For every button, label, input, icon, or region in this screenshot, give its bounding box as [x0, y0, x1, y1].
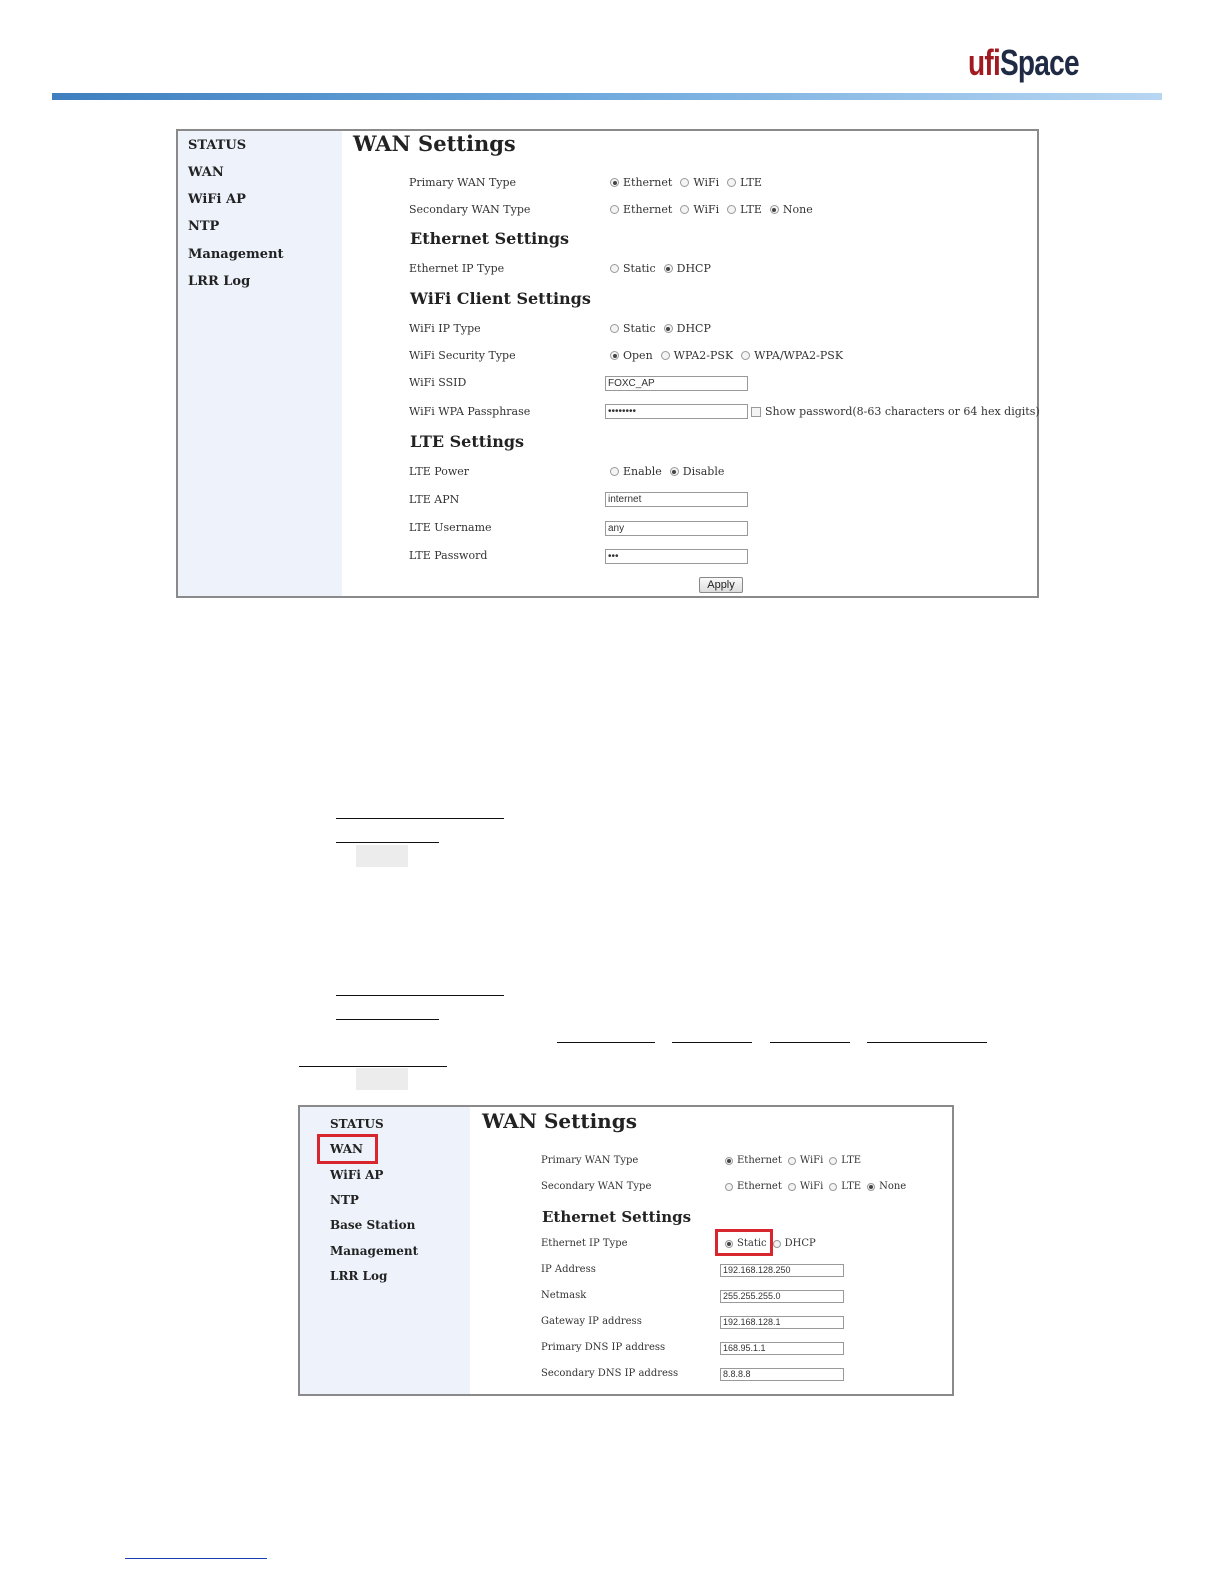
header-bar [52, 93, 1162, 100]
secondary-wan-ethernet-label: Ethernet [737, 1181, 782, 1192]
lte-power-options [610, 465, 724, 478]
primary-wan-lte-radio[interactable] [829, 1157, 837, 1165]
secondary-wan-options [725, 1181, 906, 1192]
primary-dns-input[interactable]: 168.95.1.1 [720, 1342, 844, 1355]
apply-button[interactable]: Apply [699, 577, 743, 593]
wifi-static-label: Static [623, 322, 656, 335]
secondary-wan-label: Secondary WAN Type [409, 203, 531, 216]
secondary-wan-wifi-radio[interactable] [680, 205, 689, 214]
ethernet-dhcp-radio[interactable] [773, 1240, 781, 1248]
primary-wan-ethernet-label: Ethernet [623, 176, 673, 189]
wifi-security-open-label: Open [623, 349, 653, 362]
secondary-wan-none-label: None [782, 203, 813, 216]
sidebar-item-ntp[interactable]: NTP [188, 219, 220, 234]
netmask-input[interactable]: 255.255.255.0 [720, 1290, 844, 1303]
primary-wan-label: Primary WAN Type [409, 176, 517, 189]
gray-box-1 [356, 845, 408, 867]
sidebar-item-wifi-ap[interactable]: WiFi AP [330, 1168, 384, 1182]
underline-4 [336, 1019, 439, 1020]
underline-6 [672, 1042, 752, 1043]
wifi-security-wpa2-radio[interactable] [661, 351, 670, 360]
wifi-security-open-radio[interactable] [610, 351, 619, 360]
ethernet-static-radio[interactable] [610, 264, 619, 273]
ethernet-ip-type-options [610, 262, 711, 275]
lte-password-label: LTE Password [409, 549, 488, 562]
primary-wan-lte-label: LTE [740, 176, 762, 189]
wifi-ssid-input[interactable]: FOXC_AP [605, 376, 748, 391]
secondary-wan-none-radio[interactable] [867, 1183, 875, 1191]
netmask-label: Netmask [541, 1290, 587, 1301]
underline-9 [299, 1066, 447, 1067]
sidebar-item-status[interactable]: STATUS [188, 138, 247, 153]
sidebar-item-management[interactable]: Management [188, 247, 284, 262]
wifi-passphrase-label: WiFi WPA Passphrase [409, 405, 531, 418]
sidebar-item-lrr-log[interactable]: LRR Log [188, 274, 251, 289]
ethernet-dhcp-radio[interactable] [664, 264, 673, 273]
secondary-wan-wifi-radio[interactable] [788, 1183, 796, 1191]
wifi-dhcp-radio[interactable] [664, 324, 673, 333]
ethernet-ip-type-label: Ethernet IP Type [409, 262, 505, 275]
lte-apn-input[interactable]: internet [605, 492, 748, 507]
wan-settings-screenshot-2 [298, 1105, 954, 1396]
sidebar-item-ntp[interactable]: NTP [330, 1193, 359, 1207]
wifi-client-settings-heading: WiFi Client Settings [410, 289, 591, 308]
lte-username-label: LTE Username [409, 521, 492, 534]
show-password-checkbox[interactable] [751, 407, 761, 417]
primary-wan-ethernet-label: Ethernet [737, 1155, 782, 1166]
lte-power-label: LTE Power [409, 465, 470, 478]
sidebar-item-base-station[interactable]: Base Station [330, 1218, 416, 1232]
secondary-wan-ethernet-radio[interactable] [610, 205, 619, 214]
ufispace-logo [968, 40, 1079, 84]
primary-wan-wifi-label: WiFi [799, 1155, 824, 1166]
page-title: WAN Settings [353, 131, 516, 156]
wifi-ip-type-options [610, 322, 711, 335]
wifi-dhcp-label: DHCP [676, 322, 711, 335]
page-title: WAN Settings [482, 1109, 637, 1133]
wifi-security-wpa2-label: WPA2-PSK [673, 349, 734, 362]
lte-password-input[interactable]: ••• [605, 549, 748, 564]
primary-wan-label: Primary WAN Type [541, 1155, 639, 1166]
sidebar-item-wifi-ap[interactable]: WiFi AP [188, 192, 246, 207]
primary-wan-options [610, 176, 762, 189]
ethernet-ip-type-label: Ethernet IP Type [541, 1238, 628, 1249]
secondary-wan-ethernet-radio[interactable] [725, 1183, 733, 1191]
lte-power-enable-label: Enable [623, 465, 662, 478]
primary-wan-wifi-radio[interactable] [788, 1157, 796, 1165]
lte-apn-label: LTE APN [409, 493, 460, 506]
underline-3 [336, 995, 504, 996]
sidebar-item-wan[interactable]: WAN [188, 165, 224, 180]
secondary-wan-none-label: None [879, 1181, 907, 1192]
secondary-wan-label: Secondary WAN Type [541, 1181, 652, 1192]
ethernet-settings-heading: Ethernet Settings [410, 229, 570, 248]
underline-8 [867, 1042, 987, 1043]
lte-power-disable-label: Disable [682, 465, 725, 478]
sidebar-item-lrr-log[interactable]: LRR Log [330, 1269, 388, 1283]
secondary-wan-lte-label: LTE [841, 1181, 862, 1192]
lte-power-enable-radio[interactable] [610, 467, 619, 476]
secondary-wan-lte-radio[interactable] [829, 1183, 837, 1191]
primary-wan-lte-radio[interactable] [727, 178, 736, 187]
primary-wan-wifi-radio[interactable] [680, 178, 689, 187]
show-password-option [751, 405, 1040, 418]
primary-dns-label: Primary DNS IP address [541, 1342, 666, 1353]
secondary-wan-wifi-label: WiFi [799, 1181, 824, 1192]
wifi-security-type-label: WiFi Security Type [409, 349, 516, 362]
ethernet-dhcp-label: DHCP [784, 1238, 816, 1249]
static-highlight-box [715, 1229, 773, 1256]
underline-2 [336, 842, 439, 843]
lte-power-disable-radio[interactable] [670, 467, 679, 476]
ethernet-static-label: Static [737, 1238, 767, 1249]
secondary-wan-ethernet-label: Ethernet [623, 203, 673, 216]
underline-7 [770, 1042, 850, 1043]
underline-1 [336, 818, 504, 819]
footer-link-underline[interactable] [125, 1558, 267, 1559]
secondary-wan-options [610, 203, 813, 216]
logo-text-ufi: ufi [968, 42, 1000, 83]
show-password-label: Show password(8-63 characters or 64 hex digits) [765, 405, 1040, 418]
lte-settings-heading: LTE Settings [410, 432, 525, 451]
gateway-input[interactable]: 192.168.128.1 [720, 1316, 844, 1329]
primary-wan-ethernet-radio[interactable] [725, 1157, 733, 1165]
secondary-wan-lte-label: LTE [740, 203, 762, 216]
ethernet-static-label: Static [623, 262, 656, 275]
secondary-wan-lte-radio[interactable] [727, 205, 736, 214]
primary-wan-options [725, 1155, 861, 1166]
secondary-wan-none-radio[interactable] [770, 205, 779, 214]
ethernet-dhcp-label: DHCP [676, 262, 711, 275]
wifi-security-type-options [610, 349, 843, 362]
wifi-ip-type-label: WiFi IP Type [409, 322, 481, 335]
underline-5 [557, 1042, 655, 1043]
wifi-static-radio[interactable] [610, 324, 619, 333]
primary-wan-wifi-label: WiFi [693, 176, 720, 189]
primary-wan-ethernet-radio[interactable] [610, 178, 619, 187]
secondary-wan-wifi-label: WiFi [693, 203, 720, 216]
ethernet-settings-heading: Ethernet Settings [542, 1208, 692, 1226]
secondary-dns-label: Secondary DNS IP address [541, 1368, 679, 1379]
gray-box-2 [356, 1068, 408, 1090]
ip-address-label: IP Address [541, 1264, 596, 1275]
wifi-security-wpa-wpa2-radio[interactable] [741, 351, 750, 360]
wifi-security-wpa-wpa2-label: WPA/WPA2-PSK [754, 349, 844, 362]
ip-address-input[interactable]: 192.168.128.250 [720, 1264, 844, 1277]
wifi-passphrase-input[interactable]: •••••••• [605, 404, 748, 419]
wan-settings-screenshot-1 [176, 129, 1039, 598]
sidebar-item-wan[interactable]: WAN [330, 1142, 363, 1156]
gateway-label: Gateway IP address [541, 1316, 642, 1327]
wan-highlight-box [317, 1134, 378, 1164]
primary-wan-lte-label: LTE [841, 1155, 862, 1166]
sidebar-item-status[interactable]: STATUS [330, 1117, 384, 1131]
lte-username-input[interactable]: any [605, 521, 748, 536]
secondary-dns-input[interactable]: 8.8.8.8 [720, 1368, 844, 1381]
wifi-ssid-label: WiFi SSID [409, 376, 467, 389]
sidebar-item-management[interactable]: Management [330, 1244, 419, 1258]
logo-text-space: Space [999, 42, 1079, 83]
sidebar [178, 131, 342, 596]
